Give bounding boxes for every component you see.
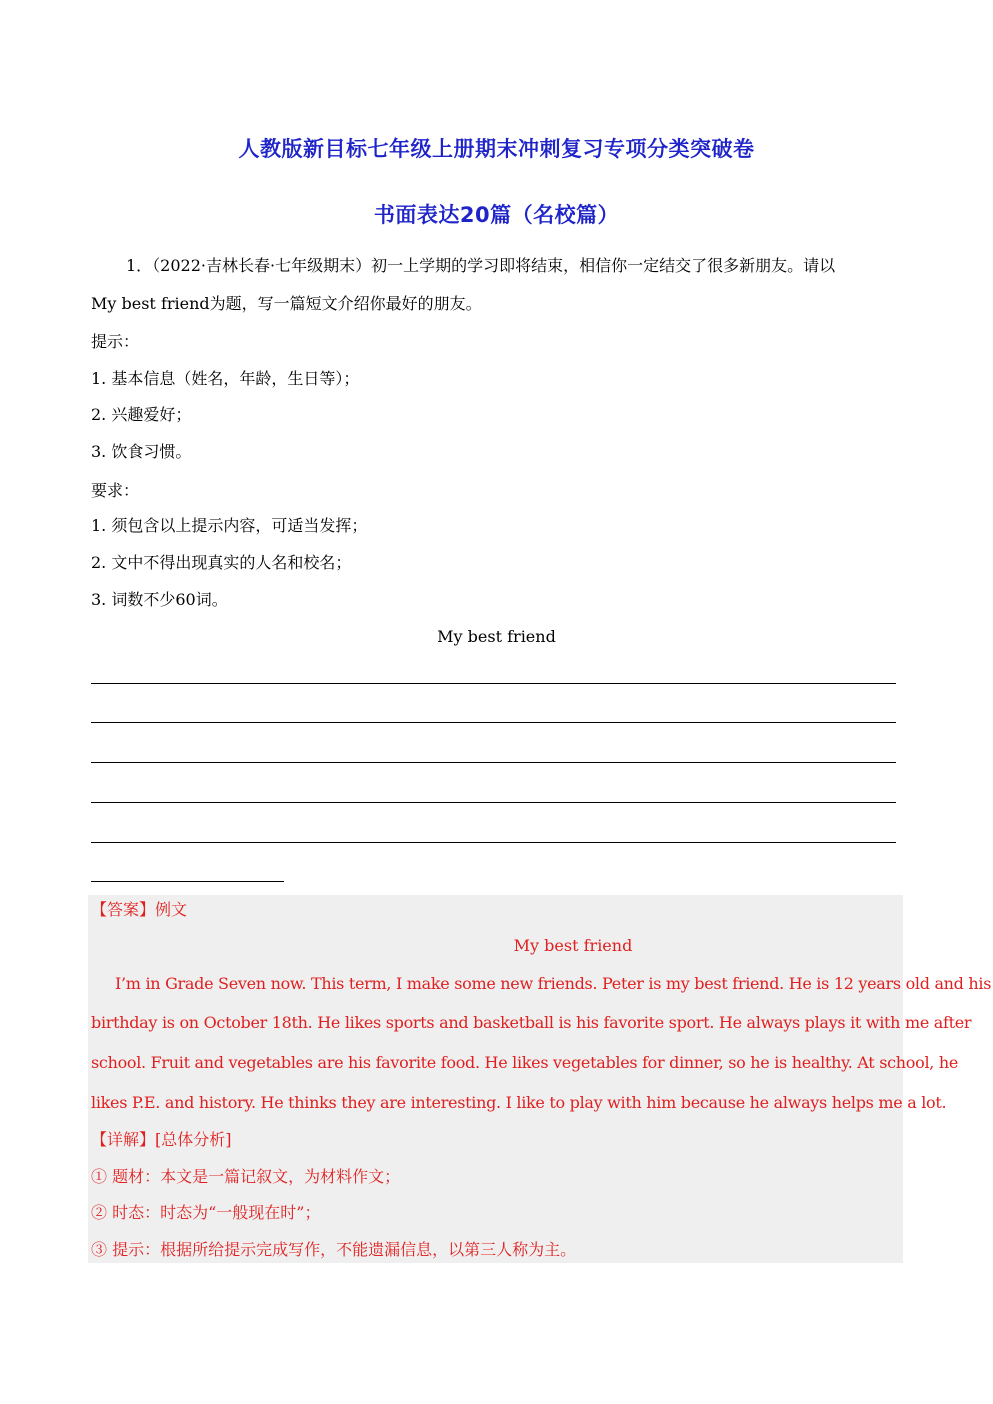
document-title: 人教版新目标七年级上册期末冲刺复习专项分类突破卷 [238, 137, 755, 161]
writing-line[interactable] [91, 842, 896, 843]
requirement-item: 3. 词数不少60词。 [91, 590, 228, 609]
requirement-item: 2. 文中不得出现真实的人名和校名； [91, 553, 352, 572]
analysis-item: ① 题材：本文是一篇记叙文，为材料作文； [91, 1167, 401, 1186]
writing-line[interactable] [91, 722, 896, 723]
answer-label: 【答案】例文 [91, 900, 188, 919]
detail-label: 【详解】[总体分析] [91, 1130, 232, 1149]
question-prompt-line-1: 1．（2022·吉林长春·七年级期末）初一上学期的学习即将结束，相信你一定结交了很多新朋友。请以 [126, 256, 836, 275]
writing-line[interactable] [91, 881, 284, 882]
writing-line[interactable] [91, 762, 896, 763]
writing-line[interactable] [91, 683, 896, 684]
hint-item: 3. 饮食习惯。 [91, 442, 192, 461]
hint-label: 提示： [91, 332, 140, 351]
answer-essay-line: birthday is on October 18th. He likes sports and basketball is his favorite sport. He always plays it with me after [91, 1013, 972, 1032]
answer-essay-line: likes P.E. and history. He thinks they are interesting. I like to play with him because he always helps me a lot. [91, 1093, 947, 1112]
answer-essay-line: school. Fruit and vegetables are his favorite food. He likes vegetables for dinner, so he is healthy. At school, he [91, 1053, 959, 1072]
requirements-label: 要求： [91, 481, 140, 500]
essay-title: My best friend [437, 627, 556, 646]
analysis-item: ② 时态：时态为“一般现在时”； [91, 1203, 321, 1222]
analysis-item: ③ 提示：根据所给提示完成写作，不能遗漏信息，以第三人称为主。 [91, 1240, 577, 1259]
writing-line[interactable] [91, 802, 896, 803]
answer-essay-title: My best friend [513, 936, 633, 955]
document-subtitle: 书面表达20篇（名校篇） [373, 203, 620, 227]
requirement-item: 1. 须包含以上提示内容，可适当发挥； [91, 516, 368, 535]
question-prompt-line-2: My best friend为题，写一篇短文介绍你最好的朋友。 [91, 294, 482, 313]
answer-essay-line: I’m in Grade Seven now. This term, I make some new friends. Peter is my best friend. He is 12 years old and his [115, 974, 992, 993]
hint-item: 1. 基本信息（姓名，年龄，生日等）； [91, 369, 360, 388]
hint-item: 2. 兴趣爱好； [91, 405, 192, 424]
